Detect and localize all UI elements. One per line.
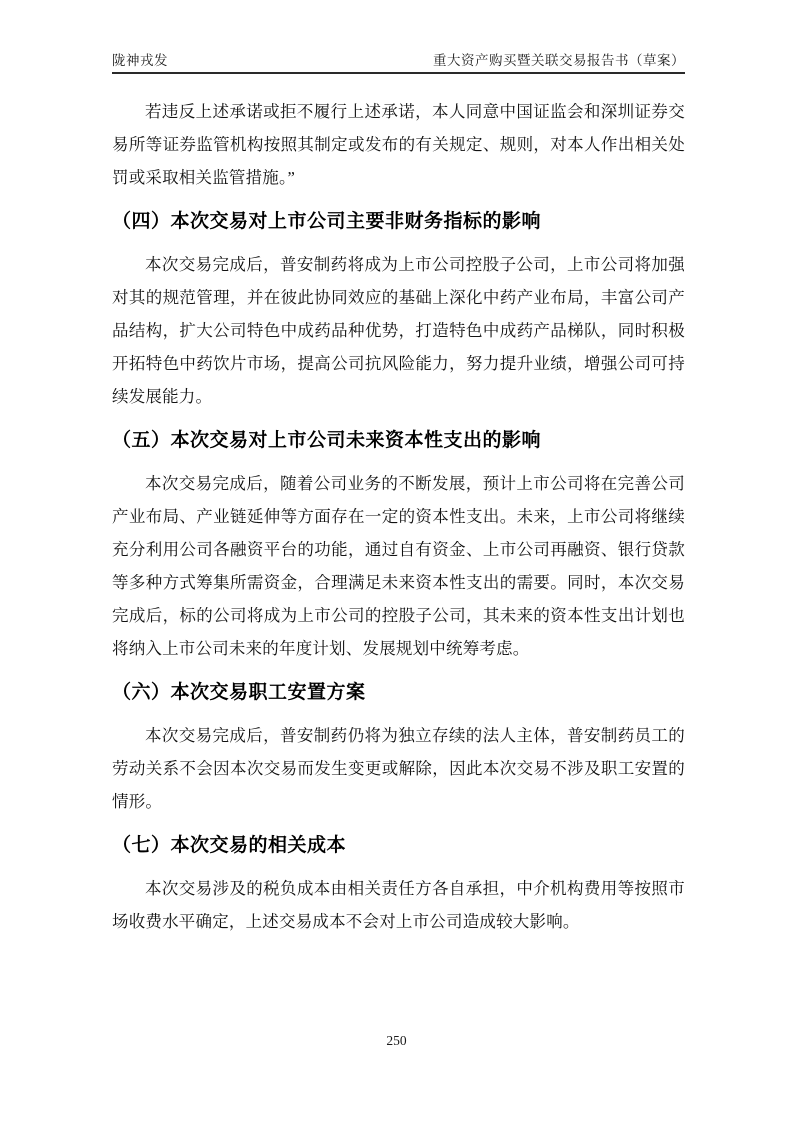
document-body <box>112 75 685 938</box>
page-footer <box>0 1033 793 1049</box>
intro-paragraph: 若违反上述承诺或拒不履行上述承诺，本人同意中国证监会和深圳证券交易所等证券监管机构按照其制定或发布的有关规定、规则，对本人作出相关处罚或采取相关监管措施。” <box>112 102 685 187</box>
section-7-paragraph: 本次交易涉及的税负成本由相关责任方各自承担，中介机构费用等按照市场收费水平确定，上述交易成本不会对上市公司造成较大影响。 <box>112 879 685 931</box>
page-number: 250 <box>386 1033 407 1048</box>
section-4-paragraph: 本次交易完成后，普安制药将成为上市公司控股子公司，上市公司将加强对其的规范管理，并在彼此协同效应的基础上深化中药产业布局，丰富公司产品结构，扩大公司特色中成药品种优势，打造特色中成药产品梯队，同时积极开拓特色中药饮片市场，提高公司抗风险能力，努力提升业绩，增强公司可持续发展能力。 <box>112 255 685 406</box>
section-5-paragraph: 本次交易完成后，随着公司业务的不断发展，预计上市公司将在完善公司产业布局、产业链延伸等方面存在一定的资本性支出。未来，上市公司将继续充分利用公司各融资平台的功能，通过自有资金、上市公司再融资、银行贷款等多种方式筹集所需资金，合理满足未来资本性支出的需要。同时，本次交易完成后，标的公司将成为上市公司的控股子公司，其未来的资本性支出计划也将纳入上市公司未来的年度计划、发展规划中统筹考虑。 <box>112 474 685 658</box>
section-heading-7: （七）本次交易的相关成本 <box>112 835 347 856</box>
header-right-report-title: 重大资产购买暨关联交易报告书（草案） <box>433 53 685 68</box>
page-header <box>112 0 685 74</box>
section-heading-5: （五）本次交易对上市公司未来资本性支出的影响 <box>112 430 542 451</box>
section-heading-6: （六）本次交易职工安置方案 <box>112 682 366 703</box>
section-heading-4: （四）本次交易对上市公司主要非财务指标的影响 <box>112 211 542 232</box>
header-left-company: 陇神戎发 <box>112 53 168 68</box>
section-6-paragraph: 本次交易完成后，普安制药仍将为独立存续的法人主体，普安制药员工的劳动关系不会因本次交易而发生变更或解除，因此本次交易不涉及职工安置的情形。 <box>112 726 685 811</box>
